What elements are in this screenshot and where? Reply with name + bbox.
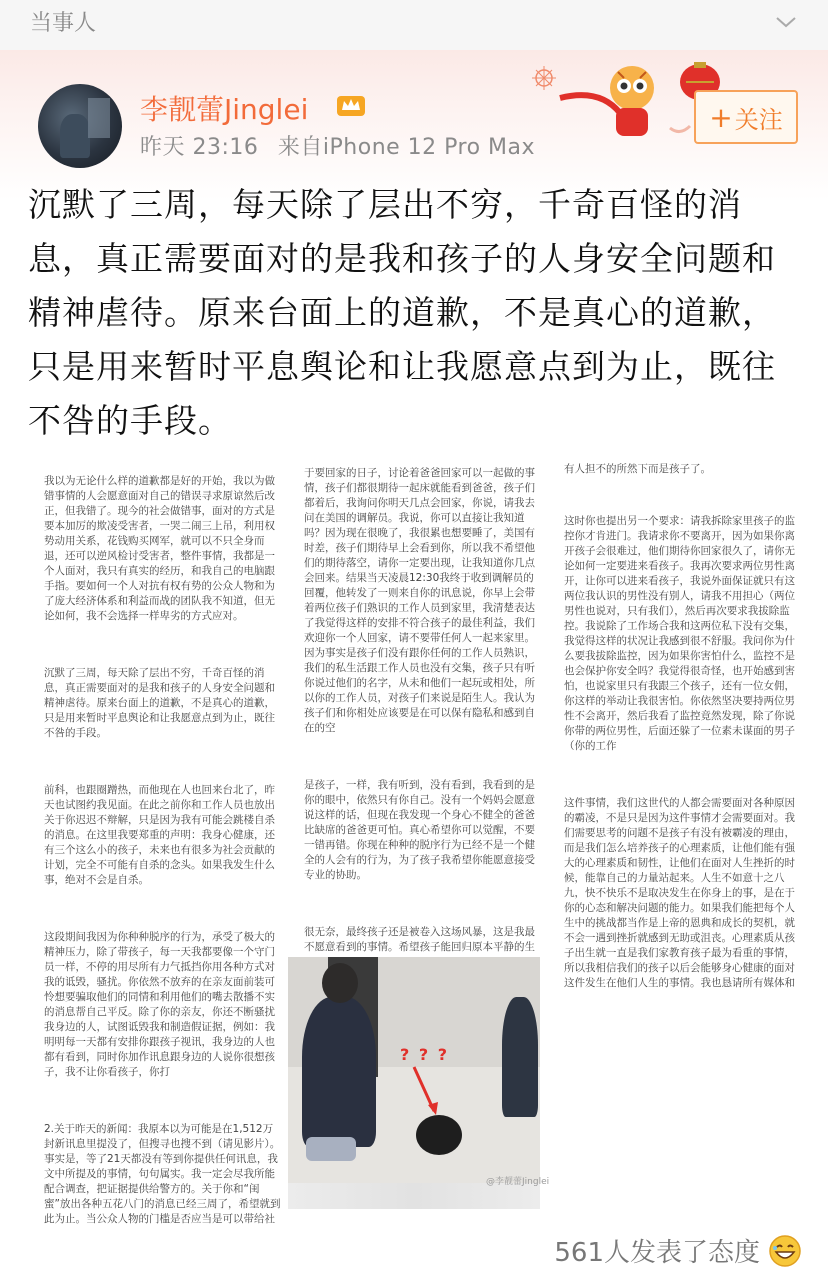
letter-paragraph: 这段期间我因为你种种脱序的行为，承受了极大的精神压力，除了带孩子，每一天我都要像一个守门员一样，不停的用尽所有力气抵挡你用各种方式对我的诋毁，骚扰。你依然不放弃的在亲友面前装可怜想要骗取他们的同情和利用他们的嘴去散播不实的消息帮自己平反。除了你的亲友，你还不断骚扰我身边的人，试图诋毁我和制造假证据，例如：我明明每一天都有安排你跟孩子视讯，我身边的人也都有看到，同时你加作讯息跟身边的人说你很想孩子，我不让你看孩子，你打 <box>44 931 275 1078</box>
follow-button[interactable] <box>694 90 798 144</box>
vip-crown-icon <box>336 92 366 118</box>
question-marks-annotation: ? ? ? <box>400 1045 449 1064</box>
letter-column-3 <box>564 432 800 992</box>
cctv-photo[interactable] <box>288 957 540 1183</box>
plus-icon: + <box>709 100 733 134</box>
post-source: 来自iPhone 12 Pro Max <box>277 135 536 160</box>
post-time: 昨天 23:16 <box>140 135 259 160</box>
username[interactable]: 李靓蕾Jinglei <box>140 93 309 126</box>
letter-paragraph: 前科，也跟圈蹭热，而他现在人也回来台北了，昨天也试图约我见面。在此之前你和工作人员也放出关于你迟迟不辩解，只是因为我有可能会跳楼自杀的消息。在这里我要郑重的声明：我身心健康，还有三个这么小的孩子，未来也有很多为社会贡献的计划，完全不可能有自杀的念头。如果我发生什么事，绝对不会是自杀。 <box>44 784 275 886</box>
letter-paragraph: 沉默了三周，每天除了层出不穷，千奇百怪的消息，真正需要面对的是我和孩子的人身安全问题和精神虐待。原来台面上的道歉，不是真心的道歉，只是用来暂时平息舆论和让我愿意点到为止，既往不咎的手段。 <box>44 667 275 739</box>
letter-paragraph: 我以为无论什么样的道歉都是好的开始，我以为做错事情的人会愿意面对自己的错误寻求原谅然后改正，但我错了。现今的社会做错事，面对的方式是要本加厉的欺凌受害者，一哭二闹三上吊，利用权势动用关系，花钱购买网军，就可以不只全身而退，还可以逆风检讨受害者，整件事情，我都是一个人面对，我只有真实的经历，和我自己的电脑跟手指。要如何一个人对抗有权有势的公众人物和为了庞大经济体系和利益而战的团队我不知道，但无论如何，我不会选择一样卑劣的方式应对。 <box>44 475 275 622</box>
chevron-down-icon[interactable] <box>774 10 798 34</box>
letter-paragraph: 2.关于昨天的新闻：我原本以为可能是在1,512万封新讯息里提没了，但搜寻也搜不到（请见影片）。事实是，等了21天都没有等到你提供任何讯息，我文中所提及的事情，句句属实。我一定会尽我所能配合调查，把证据提供给警方的。关于你和“闺蜜”放出各种五花八门的消息已经三周了，希望就到此为止。当公众人物的门槛是否应当是可以带给社 <box>44 1123 281 1224</box>
reactions-bar[interactable] <box>554 1232 802 1269</box>
reactions-count: 561人发表了态度 <box>554 1238 760 1268</box>
top-bar <box>0 0 828 50</box>
letter-column-2 <box>304 436 542 956</box>
laugh-emoji-icon <box>768 1234 802 1268</box>
letter-paragraph: 很无奈，最终孩子还是被卷入这场风暴，这是我最不愿意看到的事情。希望孩子能回归原本平静的生 <box>304 926 535 953</box>
letter-paragraph: 是孩子，一样，我有听到，没有看到，我看到的是你的眼中，依然只有你自己。没有一个妈妈会愿意说这样的话，但现在我发现一个身心不健全的爸爸比缺席的爸爸更可怕。真心希望你可以觉醒，不要一错再错。你现在种种的脱序行为已经不是一个健全的人会有的行为，为了孩子我希望你能愿意接受专业的协助。 <box>304 779 535 881</box>
topic-title: 当事人 <box>30 11 97 36</box>
letter-paragraph: 这时你也提出另一个要求：请我拆除家里孩子的监控你才肯进门。我请求你不要离开，因为如果你离开孩子会很难过，他们期待你回家很久了，请你无论如何一定要进来看孩子。我再次要求两位男性离开，让你可以进来看孩子，我说外面保证就只有这两位我认识的男性没有别人，请我不用担心（两位男性也说对，只有我们），然后再次要求我拔除监控。我说除了工作场合我和这两位私下没有交集，我觉得这样的状况让我感到很不舒服。我问你为什么要我拔除监控，因为如果你害怕什么，监控不是也会保护你安全吗？我觉得很奇怪，也开始感到害怕，也说家里只有我跟三个孩子，还有一位女佣，你这样的举动让我很害怕。你依然坚决要持两位男性不会离开，然后我看了监控竟然发现，除了你说你带的两位男性，后面还躲了一位素未谋面的男子（你的工作 <box>564 515 795 752</box>
follow-label: 关注 <box>734 105 783 134</box>
watermark: @李靓蕾Jinglei <box>486 1177 550 1187</box>
letter-paragraph: 于要回家的日子，讨论着爸爸回家可以一起做的事情，孩子们都很期待一起床就能看到爸爸，孩子们都着后，我询问你明天几点会回家，你说，请我去问在美国的调解员。我说，你可以直接让我知道吗？因为现在很晚了，我很累也想要睡了，美国有时差，孩子们期待早上会看到你，所以我不希望他们的期待落空，请你一定要出现，让我知道你几点会回来。结果当天凌晨12:30我终于收到调解员的回覆，他转发了一则来自你的讯息说，你早上会带着两位孩子们熟识的工作人员到家里，我清楚表达了我觉得这样的安排不符合孩子的最佳利益，我们欢迎你一个人回家，请不要带任何人一起来家里。因为事实是孩子们没有跟你任何的工作人员熟识，我们的私生活跟工作人员也没有交集，孩子只有听你说过他们的名字，从未和他们一起玩或相处，所以你的工作人员，对孩子们来说是陌生人。我认为孩子们和你相处应该要是在可以保有隐私和感到自在的空 <box>304 467 535 734</box>
red-arrow-icon <box>288 957 540 1183</box>
avatar[interactable] <box>38 84 122 168</box>
letter-cut-line: 有人担不的所然下而是孩子了。 <box>564 463 711 474</box>
letter-paragraph: 这件事情，我们这世代的人都会需要面对各种原因的霸凌，不是只是因为这件事情才会需要面对。我们需要思考的问题不是孩子有没有被霸凌的理由，而是我们怎么培养孩子的心理素质，让他们能有强大的心理素质和韧性，让他们在面对人生挫折的时候，能靠自己的力量站起来。人生不如意十之八九，快不快乐不是取决发生在你身上的事，是在于你的心态和解决问题的能力。如果我们能把每个人生中的挑战都当作是上帝的恩典和成长的契机，就不会一遇到挫折就感到无助或沮丧。心理素质从孩子出生就一直是我们家教育孩子最为看重的事情，所以我相信我们的孩子以后会能够身心健康的面对这件发生在他们人生的事情。我也恳请所有媒体和 <box>564 797 795 989</box>
post-meta <box>140 130 535 161</box>
letter-column-1 <box>44 444 282 1224</box>
post-text: 沉默了三周，每天除了层出不穷，千奇百怪的消息，真正需要面对的是我和孩子的人身安全问题和精神虐待。原来台面上的道歉，不是真心的道歉，只是用来暂时平息舆论和让我愿意点到为止，既往不咎的手段。 <box>28 185 776 440</box>
